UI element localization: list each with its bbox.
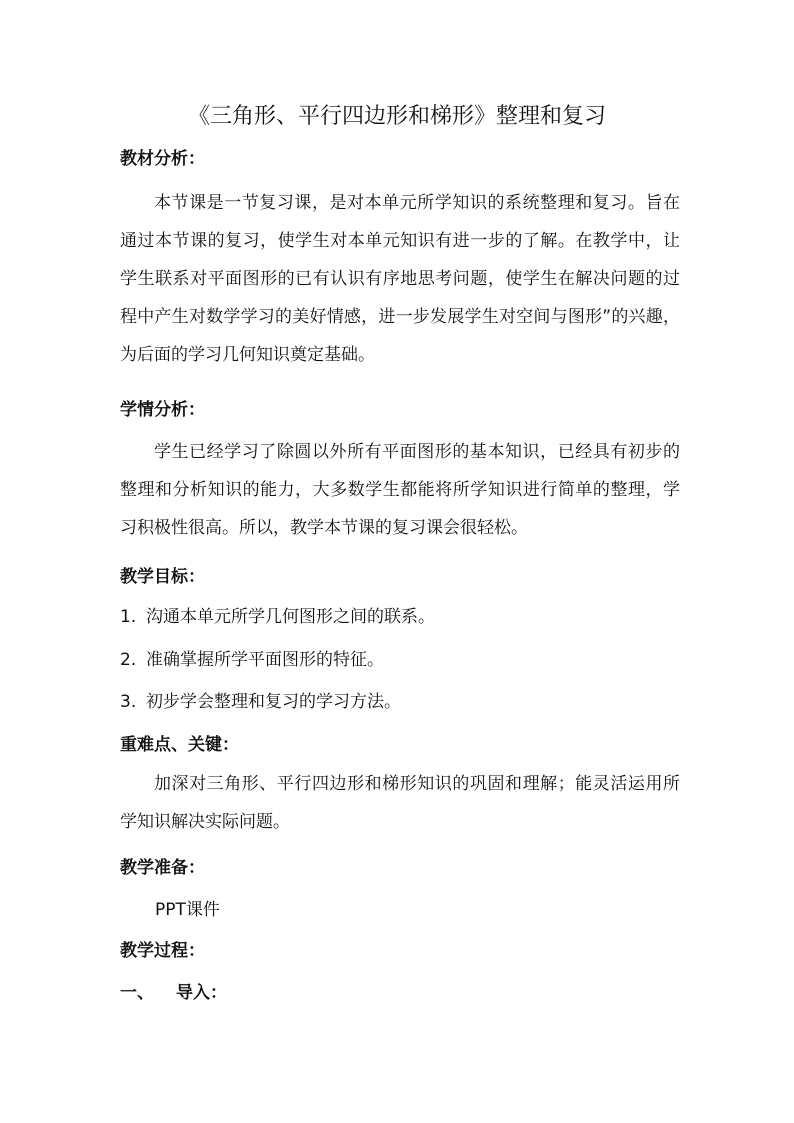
objective-item <box>120 604 680 630</box>
objectives-heading: 教学目标： <box>120 567 205 587</box>
key-points-text: 加深对三角形、平行四边形和梯形知识的巩固和理解；能灵活运用所学知识解决实际问题。 <box>120 774 680 832</box>
material-analysis-text: 本节课是一节复习课，是对本单元所学知识的系统整理和复习。旨在通过本节课的复习，使学生对本单元知识有进一步的了解。在教学中，让学生联系对平面图形的已有认识有序地思考问题，使学生在解决问题的过程中产生对数学学习的美好情感，进一步发展学生对空间与图形”的兴趣，为后面的学习几何知识奠定基础。 <box>120 193 680 365</box>
objective-number: 1. <box>120 607 137 627</box>
document-title: 《三角形、平行四边形和梯形》整理和复习 <box>187 104 606 129</box>
objective-text: 准确掌握所学平面图形的特征。 <box>146 650 384 670</box>
student-analysis-text: 学生已经学习了除圆以外所有平面图形的基本知识，已经具有初步的整理和分析知识的能力，大多数学生都能将所学知识进行简单的整理，学习积极性很高。所以，教学本节课的复习课会很轻松。 <box>120 442 680 538</box>
student-analysis-heading: 学情分析： <box>120 400 205 420</box>
material-analysis-heading: 教材分析： <box>120 149 205 169</box>
objective-text: 沟通本单元所学几何图形之间的联系。 <box>146 607 435 627</box>
process-step <box>120 980 227 1006</box>
objective-item <box>120 689 680 715</box>
preparation-heading: 教学准备： <box>120 858 205 878</box>
objective-number: 2. <box>120 650 137 670</box>
preparation-text: PPT课件 <box>155 900 220 920</box>
process-step-number: 一、 <box>120 983 154 1003</box>
objective-number: 3. <box>120 692 137 712</box>
key-points-heading: 重难点、关键： <box>120 735 239 755</box>
process-step-label: 导入： <box>176 983 227 1003</box>
objective-item <box>120 647 680 673</box>
process-heading: 教学过程： <box>120 941 205 961</box>
objective-text: 初步学会整理和复习的学习方法。 <box>146 692 401 712</box>
